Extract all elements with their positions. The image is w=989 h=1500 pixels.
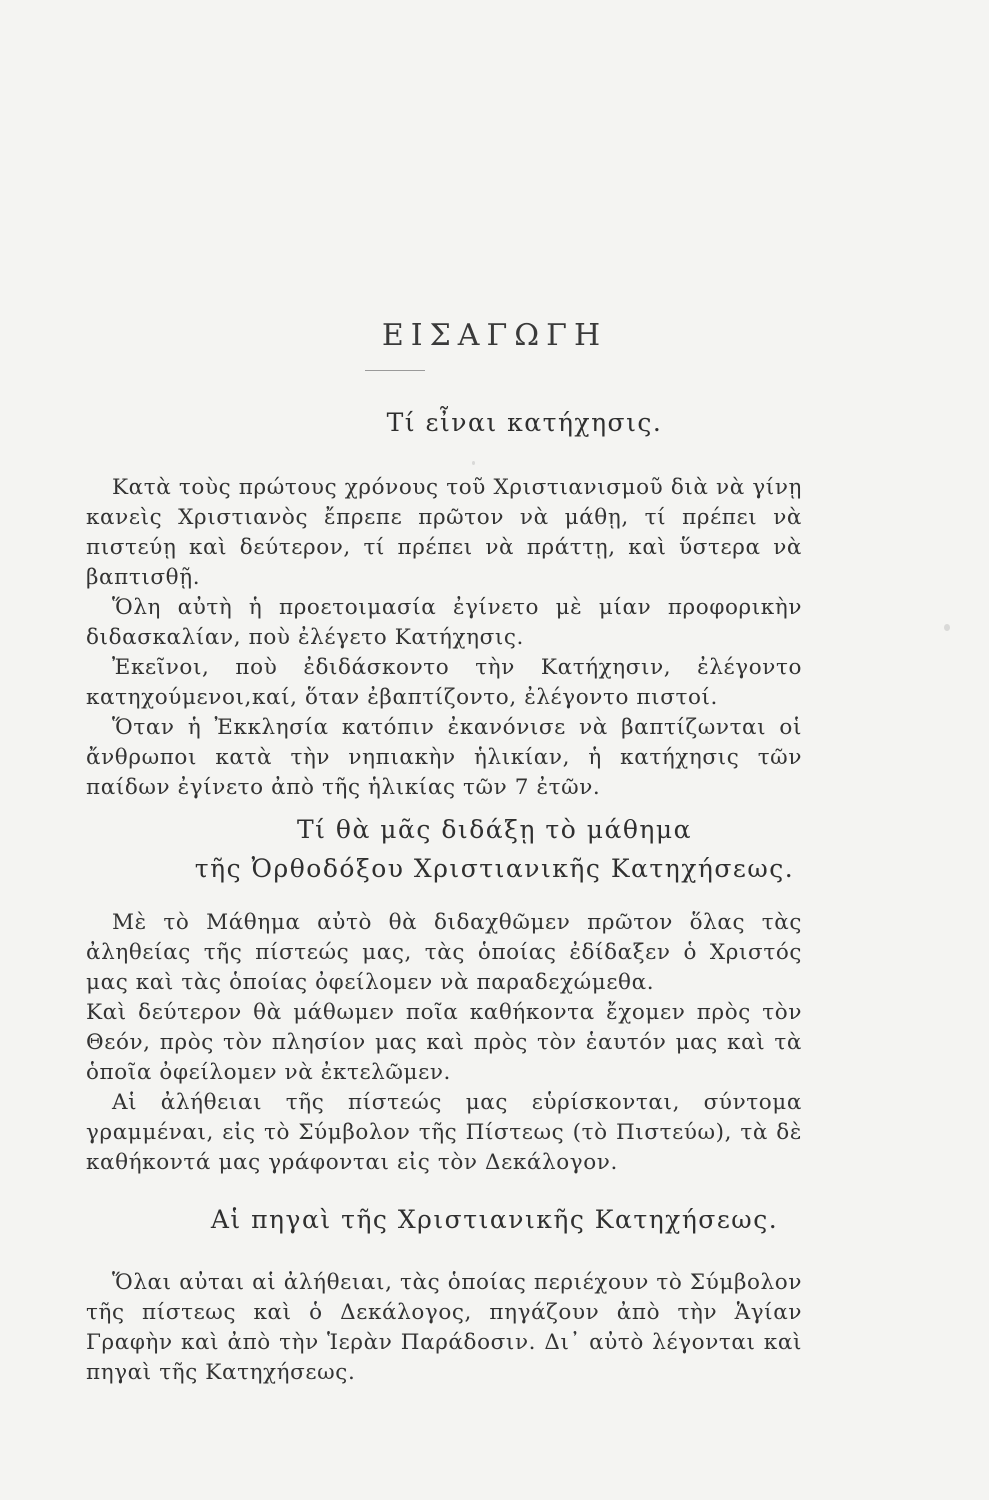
heading-line: Τί θὰ μᾶς διδάξῃ τὸ μάθημα (297, 815, 692, 844)
ink-smudge (472, 461, 475, 465)
section-heading-sources-of-catechesis: Αἱ πηγαὶ τῆς Χριστιανικῆς Κατηχήσεως. (210, 1205, 779, 1234)
section-heading-what-is-catechesis: Τί εἶναι κατήχησις. (386, 408, 663, 437)
paragraph: Ὅταν ἡ Ἐκκλησία κατόπιν ἐκανόνισε νὰ βαπτίζωνται οἱ ἄνθρωποι κατὰ τὴν νηπιακὴν ἡλικίαν, ἡ κατήχησις τῶν παίδων ἐγίνετο ἀπὸ τῆς ἡλικίας τῶν 7 ἐτῶν. (86, 715, 802, 800)
section-body-what-lesson-teaches (86, 908, 802, 1178)
ink-smudge (944, 624, 950, 631)
paragraph: Αἱ ἀλήθειαι τῆς πίστεώς μας εὑρίσκονται, σύντομα γραμμέναι, εἰς τὸ Σύμβολον τῆς Πίστεως (τὸ Πιστεύω), τὰ δὲ καθήκοντά μας γράφονται εἰς τὸν Δεκάλογον. (86, 1090, 802, 1175)
section-body-what-is-catechesis (86, 473, 802, 803)
section-heading-what-lesson-teaches (0, 813, 989, 885)
title-divider (365, 370, 425, 371)
paragraph: Καὶ δεύτερον θὰ μάθωμεν ποῖα καθήκοντα ἔχομεν πρὸς τὸν Θεόν, πρὸς τὸν πλησίον μας καὶ πρὸς τὸν ἑαυτόν μας καὶ τὰ ὁποῖα ὀφείλομεν νὰ ἐκτελῶμεν. (86, 1000, 802, 1085)
section-body-sources-of-catechesis (86, 1268, 802, 1388)
paragraph: Κατὰ τοὺς πρώτους χρόνους τοῦ Χριστιανισμοῦ διὰ νὰ γίνῃ κανεὶς Χριστιανὸς ἔπρεπε πρῶτον νὰ μάθῃ, τί πρέπει νὰ πιστεύῃ καὶ δεύτερον, τί πρέπει νὰ πράττῃ, καὶ ὕστερα νὰ βαπτισθῇ. (86, 475, 802, 590)
paragraph: Ὅλαι αὐται αἱ ἀλήθειαι, τὰς ὁποίας περιέχουν τὸ Σύμβολον τῆς πίστεως καὶ ὁ Δεκάλογος, πηγάζουν ἀπὸ τὴν Ἁγίαν Γραφὴν καὶ ἀπὸ τὴν Ἱερὰν Παράδοσιν. Δι᾽ αὐτὸ λέγονται καὶ πηγαὶ τῆς Κατηχήσεως. (86, 1270, 802, 1385)
chapter-title: ΕΙΣΑΓΩΓΗ (381, 318, 608, 353)
paragraph: Μὲ τὸ Μάθημα αὐτὸ θὰ διδαχθῶμεν πρῶτον ὅλας τὰς ἀληθείας τῆς πίστεώς μας, τὰς ὁποίας ἐδίδαξεν ὁ Χριστός μας καὶ τὰς ὁποίας ὀφείλομεν νὰ παραδεχώμεθα. (86, 910, 802, 995)
paragraph: Ὅλη αὐτὴ ἡ προετοιμασία ἐγίνετο μὲ μίαν προφορικὴν διδασκαλίαν, ποὺ ἐλέγετο Κατήχησις. (86, 595, 802, 650)
heading-line: τῆς Ὀρθοδόξου Χριστιανικῆς Κατηχήσεως. (194, 854, 795, 883)
paragraph: Ἐκεῖνοι, ποὺ ἐδιδάσκοντο τὴν Κατήχησιν, ἐλέγοντο κατηχούμενοι,καί, ὅταν ἐβαπτίζοντο, ἐλέγοντο πιστοί. (86, 655, 802, 710)
